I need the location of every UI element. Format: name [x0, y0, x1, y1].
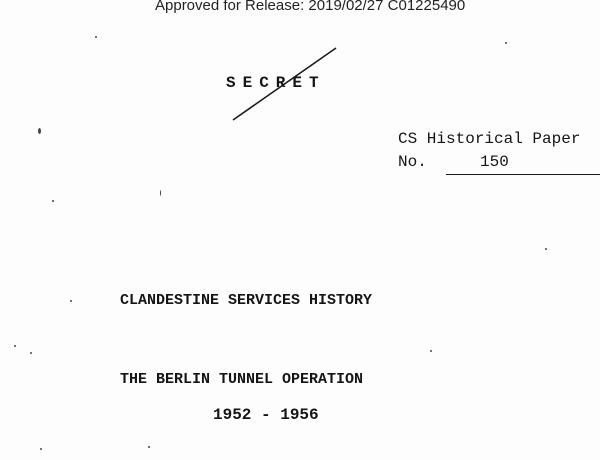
paper-number-underline [446, 174, 600, 175]
scan-speck [70, 300, 72, 302]
scan-speck [30, 352, 32, 354]
series-title: CLANDESTINE SERVICES HISTORY [120, 292, 373, 309]
scan-speck [14, 345, 16, 347]
release-notice: Approved for Release: 2019/02/27 C01225490 [155, 0, 466, 14]
date-range: 1952 - 1956 [213, 406, 319, 424]
paper-number-label: No. [398, 153, 427, 171]
scan-speck [160, 190, 161, 196]
scan-speck [95, 36, 97, 38]
scan-speck [52, 200, 54, 202]
scan-speck [40, 448, 42, 450]
scan-speck [148, 446, 150, 448]
scan-speck [38, 128, 41, 134]
classification-marking: SECRET [226, 74, 326, 92]
scan-speck [430, 350, 432, 352]
paper-number-value: 150 [480, 153, 509, 171]
scan-speck [505, 42, 507, 44]
scan-speck [545, 248, 547, 250]
historical-paper-label: CS Historical Paper [398, 130, 581, 148]
operation-title: THE BERLIN TUNNEL OPERATION [120, 371, 364, 388]
